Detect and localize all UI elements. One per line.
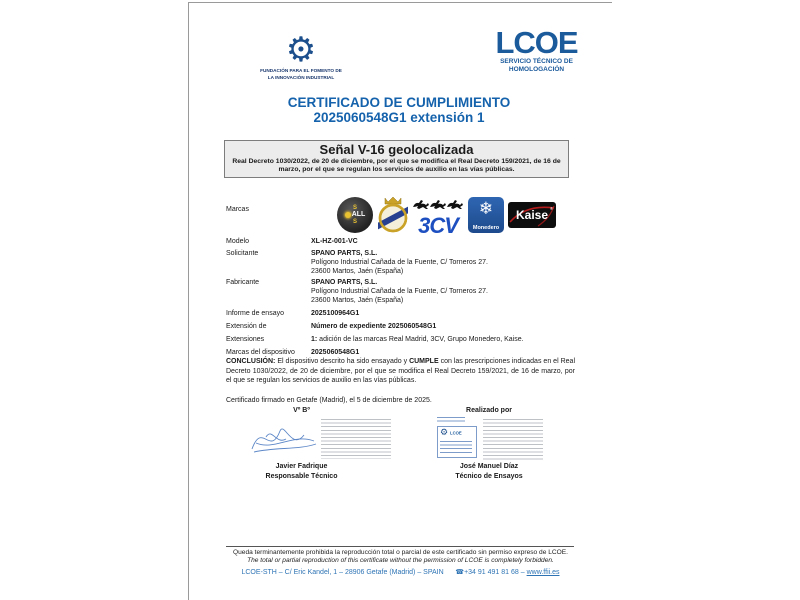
solicitante-value (311, 249, 573, 276)
marcas-label: Marcas (226, 206, 249, 213)
footer-legal-en: The total or partial reproduction of this certificate without the permission of LCOE is completely forbidden. (247, 557, 554, 564)
extension-de-value: Número de expediente 2025060548G1 (311, 323, 437, 330)
signed-statement: Certificado firmado en Getafe (Madrid), el 5 de diciembre de 2025. (226, 397, 432, 404)
subject-regulation-text: Real Decreto 1030/2022, de 20 de diciembre, por el que se modifica el Real Decreto 159/2021, de 16 de marzo, por el que se regulan los servicios de auxilio en las vías públicas. (232, 158, 561, 173)
kaise-wordmark: Kaise (515, 208, 549, 222)
kaise-logo (508, 202, 556, 228)
stamp-gear-icon: ⚙ (440, 428, 449, 438)
solicitante-address2: 23600 Martos, Jaén (España) (311, 268, 404, 275)
marcas-dispositivo-label: Marcas del dispositivo (226, 349, 295, 356)
certificate-title (224, 95, 574, 125)
brand-logos-row (335, 195, 559, 238)
monedero-wordmark: Monedero (472, 225, 500, 231)
right-signer-role: Técnico de Ensayos (455, 472, 523, 480)
footer-separator: – (518, 569, 527, 576)
solicitante-label: Solicitante (226, 250, 259, 257)
sos-all-logo (337, 197, 373, 233)
left-signer-role: Responsable Técnico (265, 472, 338, 480)
stamp-logo-box (437, 426, 477, 458)
certificate-title-line1: CERTIFICADO DE CUMPLIMIENTO (287, 95, 511, 110)
footer-legal-es: Queda terminantemente prohibida la reproducción total o parcial de este certificado sin permiso expreso de LCOE. (233, 549, 568, 556)
conclusion-label: CONCLUSIÓN: (226, 358, 276, 365)
ffii-gear-icon: ⚙ (285, 30, 317, 70)
certificate-page (188, 2, 611, 600)
kaise-registered-mark: ® (550, 206, 553, 211)
sosall-top-letter: S (352, 205, 357, 211)
footer-divider (226, 546, 574, 547)
conclusion-text-1: El dispositivo descrito ha sido ensayado y (275, 358, 410, 365)
right-digital-signature-text (483, 419, 543, 461)
footer-website-link[interactable]: www.ffii.es (526, 569, 560, 576)
sosall-bottom-letter: S (352, 219, 357, 225)
subject-title: Señal V-16 geolocalizada (319, 142, 474, 157)
fabricante-label: Fabricante (226, 279, 260, 286)
fabricante-value (311, 278, 573, 305)
ffii-logo (237, 32, 365, 82)
signature-scribble (246, 417, 318, 461)
subject-box (224, 140, 569, 178)
vobo-heading: Vº Bº (293, 407, 310, 414)
ffii-caption-line2: LA INNOVACIÓN INDUSTRIAL (267, 76, 335, 81)
fabricante-name: SPANO PARTS, S.L. (311, 279, 378, 286)
3cv-logo (411, 197, 465, 238)
page-top-border (189, 2, 612, 3)
lcoe-logo (489, 25, 584, 74)
monedero-logo (468, 197, 504, 233)
modelo-label: Modelo (226, 238, 249, 245)
stamp-signer-line (437, 417, 465, 423)
stamp-lcoe-text: LCOE (450, 431, 462, 436)
spacer (446, 569, 454, 576)
extensiones-value (311, 335, 573, 344)
conclusion-paragraph (226, 357, 575, 386)
conclusion-text-2: con las prescripciones indicadas en el Real Decreto 1030/2022, de 20 de diciembre, por el que se modifica el Real Decreto 159/2021, de 16 de marzo, por el que se regulan los servicios de auxilio en las vías públicas. (226, 358, 575, 385)
solicitante-address1: Polígono Industrial Cañada de la Fuente, C/ Torneros 27. (311, 259, 488, 266)
lcoe-subtitle-line2: HOMOLOGACIÓN (508, 66, 565, 73)
modelo-value: XL-HZ-001-VC (311, 238, 358, 245)
monedero-snowflake-icon: ❄ (478, 199, 494, 219)
right-signer (424, 462, 554, 481)
informe-value: 2025100964G1 (311, 310, 360, 317)
sosall-light-icon (345, 212, 351, 218)
extensiones-number: 1: (311, 336, 318, 343)
extensiones-label: Extensiones (226, 336, 265, 343)
informe-label: Informe de ensayo (226, 310, 284, 317)
right-signer-name: José Manuel Díaz (459, 463, 519, 470)
3cv-horses-icon (411, 198, 465, 210)
left-signer-name: Javier Fadrique (275, 463, 328, 470)
certificate-number-line: 2025060548G1 extensión 1 (313, 110, 485, 125)
sosall-mid-text: ALL (351, 211, 366, 218)
lcoe-subtitle-line1: SERVICIO TÉCNICO DE (500, 58, 573, 65)
ffii-caption-line1: FUNDACIÓN PARA EL FOMENTO DE (260, 69, 342, 74)
marcas-dispositivo-value: 2025060548G1 (311, 349, 360, 356)
left-signer (244, 462, 359, 481)
phone-icon: ☎ (455, 568, 465, 576)
extensiones-text: adición de las marcas Real Madrid, 3CV, Grupo Monedero, Kaise. (317, 336, 524, 343)
fabricante-address1: Polígono Industrial Cañada de la Fuente, C/ Torneros 27. (311, 288, 488, 295)
solicitante-name: SPANO PARTS, S.L. (311, 250, 378, 257)
digital-signature-stamp (437, 417, 543, 461)
left-digital-signature-text (321, 419, 391, 459)
3cv-wordmark: 3CV (418, 213, 458, 238)
stamp-small-text (440, 441, 472, 455)
conclusion-cumple: CUMPLE (409, 358, 439, 365)
footer-address: LCOE-STH – C/ Eric Kandel, 1 – 28906 Getafe (Madrid) – SPAIN (241, 569, 444, 576)
footer-contact-line (214, 568, 587, 576)
real-madrid-crest-icon (378, 195, 408, 235)
extension-de-label: Extensión de (226, 323, 267, 330)
realizado-por-heading: Realizado por (466, 407, 512, 414)
footer-phone: +34 91 491 81 68 (464, 569, 519, 576)
lcoe-wordmark: LCOE (495, 25, 578, 60)
fabricante-address2: 23600 Martos, Jaén (España) (311, 297, 404, 304)
